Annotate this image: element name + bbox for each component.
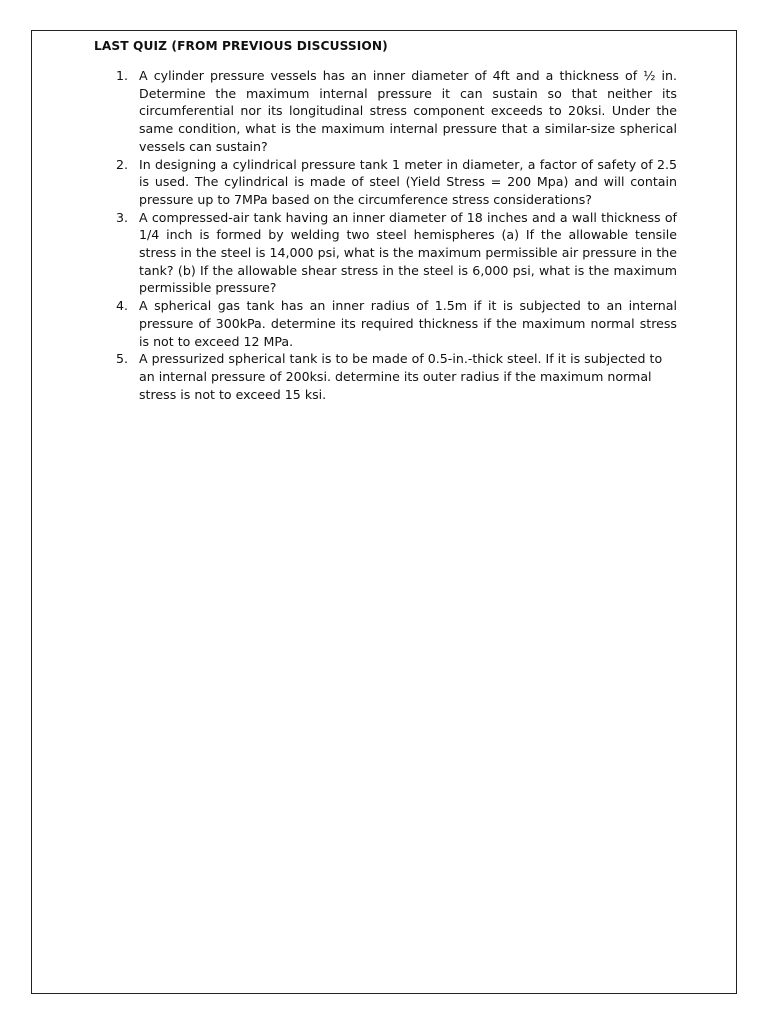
question-number: 4. bbox=[116, 298, 129, 314]
quiz-title: LAST QUIZ (FROM PREVIOUS DISCUSSION) bbox=[94, 39, 388, 53]
question-number: 3. bbox=[116, 209, 129, 225]
question-text: A compressed-air tank having an inner diameter of 18 inches and a wall thickness of 1/4 inch is formed by welding two steel hemispheres (a) If the allowable tensile stress in the steel is 14,000 psi, what is the maximum permissible air pressure in the tank? (b) If the allowable shear stress in the steel is 6,000 psi, what is the maximum permissible pressure? bbox=[139, 209, 677, 296]
question-item-2 bbox=[111, 156, 677, 209]
question-text: A pressurized spherical tank is to be made of 0.5-in.-thick steel. If it is subjected to an internal pressure of 200ksi. determine its outer radius if the maximum normal stress is not to exceed 15 ksi. bbox=[139, 351, 663, 402]
question-text: In designing a cylindrical pressure tank 1 meter in diameter, a factor of safety of 2.5 is used. The cylindrical is made of steel (Yield Stress = 200 Mpa) and will contain pressure up to 7MPa based on the circumference stress considerations? bbox=[139, 156, 677, 207]
question-number: 5. bbox=[116, 351, 129, 367]
question-number: 2. bbox=[116, 156, 129, 172]
question-list bbox=[111, 67, 677, 403]
question-item-3 bbox=[111, 209, 677, 298]
question-item-1 bbox=[111, 67, 677, 156]
page-border bbox=[31, 30, 737, 994]
question-item-5 bbox=[111, 350, 677, 403]
question-number: 1. bbox=[116, 68, 129, 83]
question-text: A spherical gas tank has an inner radius of 1.5m if it is subjected to an internal pressure of 300kPa. determine its required thickness if the maximum normal stress is not to exceed 12 MPa. bbox=[139, 298, 677, 349]
question-item-4 bbox=[111, 297, 677, 350]
question-text: A cylinder pressure vessels has an inner diameter of 4ft and a thickness of ½ in. Determine the maximum internal pressure it can sustain so that neither its circumferential nor its longitudinal stress component exceeds to 20ksi. Under the same condition, what is the maximum internal pressure that a similar-size spherical vessels can sustain? bbox=[139, 68, 677, 154]
